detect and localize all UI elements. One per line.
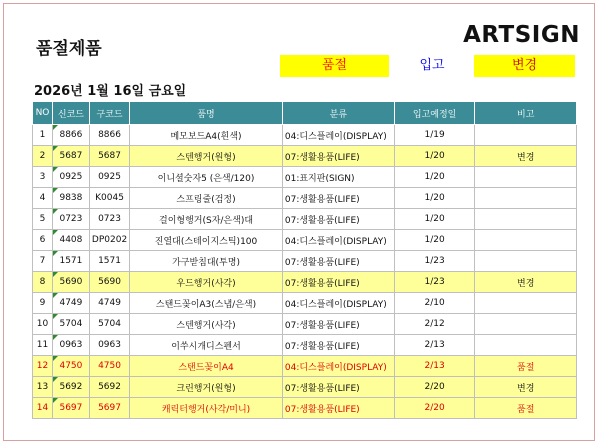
row-old-code: 4750 xyxy=(89,356,129,377)
header-note: 비고 xyxy=(475,102,577,125)
row-note: 변경 xyxy=(475,146,577,167)
row-expected-date: 2/20 xyxy=(394,377,475,398)
row-old-code: 5704 xyxy=(89,314,129,335)
row-no: 2 xyxy=(33,146,53,167)
row-expected-date: 2/13 xyxy=(394,335,475,356)
brand-logo: ARTSIGN xyxy=(463,22,580,48)
row-category: 07:생활용품(LIFE) xyxy=(282,377,394,398)
row-no: 3 xyxy=(33,167,53,188)
header-category: 분류 xyxy=(282,102,394,125)
header-no: NO xyxy=(33,102,53,125)
header-old-code: 구코드 xyxy=(89,102,129,125)
row-product-name: 크린행거(원형) xyxy=(130,377,283,398)
row-old-code: 4749 xyxy=(89,293,129,314)
row-category: 04:디스플레이(DISPLAY) xyxy=(282,293,394,314)
table-row[interactable] xyxy=(33,125,577,146)
row-note xyxy=(475,293,577,314)
row-old-code: 5687 xyxy=(89,146,129,167)
row-note xyxy=(475,188,577,209)
row-note: 품절 xyxy=(475,356,577,377)
row-no: 9 xyxy=(33,293,53,314)
row-expected-date: 1/23 xyxy=(394,251,475,272)
row-new-code: 4749 xyxy=(52,293,89,314)
row-category: 07:생활용품(LIFE) xyxy=(282,272,394,293)
row-old-code: K0045 xyxy=(89,188,129,209)
page-frame xyxy=(3,3,595,441)
row-expected-date: 1/20 xyxy=(394,230,475,251)
incoming-button[interactable]: 입고 xyxy=(419,58,445,73)
row-category: 04:디스플레이(DISPLAY) xyxy=(282,125,394,146)
row-note xyxy=(475,335,577,356)
row-product-name: 스텐행거(사각) xyxy=(130,314,283,335)
row-category: 01:표지판(SIGN) xyxy=(282,167,394,188)
row-no: 6 xyxy=(33,230,53,251)
row-product-name: 이쑤시개디스펜서 xyxy=(130,335,283,356)
table-header-row xyxy=(33,102,577,125)
row-category: 07:생활용품(LIFE) xyxy=(282,251,394,272)
table-row[interactable] xyxy=(33,146,577,167)
row-expected-date: 1/20 xyxy=(394,188,475,209)
row-product-name: 메모보드A4(흰색) xyxy=(130,125,283,146)
row-no: 1 xyxy=(33,125,53,146)
table-row[interactable] xyxy=(33,272,577,293)
row-new-code: 8866 xyxy=(52,125,89,146)
row-product-name: 우드행거(사각) xyxy=(130,272,283,293)
header-expected-date: 입고예정일 xyxy=(394,102,475,125)
row-no: 7 xyxy=(33,251,53,272)
row-new-code: 0723 xyxy=(52,209,89,230)
row-old-code: 8866 xyxy=(89,125,129,146)
row-no: 12 xyxy=(33,356,53,377)
row-category: 07:생활용품(LIFE) xyxy=(282,188,394,209)
row-new-code: 5697 xyxy=(52,398,89,419)
row-product-name: 스프링줄(검정) xyxy=(130,188,283,209)
row-old-code: 5697 xyxy=(89,398,129,419)
soldout-table xyxy=(32,101,577,419)
row-note xyxy=(475,167,577,188)
row-note xyxy=(475,125,577,146)
row-expected-date: 1/20 xyxy=(394,146,475,167)
table-row[interactable] xyxy=(33,251,577,272)
row-old-code: DP0202 xyxy=(89,230,129,251)
row-new-code: 1571 xyxy=(52,251,89,272)
soldout-button[interactable]: 품절 xyxy=(280,55,389,77)
table-row[interactable] xyxy=(33,188,577,209)
row-note: 변경 xyxy=(475,272,577,293)
row-new-code: 4750 xyxy=(52,356,89,377)
row-old-code: 0963 xyxy=(89,335,129,356)
row-new-code: 4408 xyxy=(52,230,89,251)
row-new-code: 0925 xyxy=(52,167,89,188)
table-row[interactable] xyxy=(33,398,577,419)
row-no: 4 xyxy=(33,188,53,209)
row-product-name: 진열대(스테이지스틱)100 xyxy=(130,230,283,251)
row-note xyxy=(475,209,577,230)
row-new-code: 5687 xyxy=(52,146,89,167)
row-new-code: 9838 xyxy=(52,188,89,209)
row-category: 07:생활용품(LIFE) xyxy=(282,398,394,419)
row-category: 04:디스플레이(DISPLAY) xyxy=(282,356,394,377)
row-note xyxy=(475,230,577,251)
table-row[interactable] xyxy=(33,314,577,335)
row-no: 8 xyxy=(33,272,53,293)
row-expected-date: 2/12 xyxy=(394,314,475,335)
row-new-code: 5692 xyxy=(52,377,89,398)
table-row[interactable] xyxy=(33,230,577,251)
row-expected-date: 1/19 xyxy=(394,125,475,146)
row-no: 14 xyxy=(33,398,53,419)
row-no: 10 xyxy=(33,314,53,335)
table-row[interactable] xyxy=(33,377,577,398)
row-product-name: 걸이형행거(S자/은색)대 xyxy=(130,209,283,230)
report-date: 2026년 1월 16일 금요일 xyxy=(34,84,187,99)
row-old-code: 5690 xyxy=(89,272,129,293)
row-product-name: 이니셜숫자5 (은색/120) xyxy=(130,167,283,188)
table-row[interactable] xyxy=(33,293,577,314)
row-product-name: 가구받침대(투명) xyxy=(130,251,283,272)
row-product-name: 스텐행거(원형) xyxy=(130,146,283,167)
table-row[interactable] xyxy=(33,335,577,356)
row-old-code: 1571 xyxy=(89,251,129,272)
table-row[interactable] xyxy=(33,356,577,377)
change-button[interactable]: 변경 xyxy=(474,55,575,77)
row-no: 5 xyxy=(33,209,53,230)
row-no: 11 xyxy=(33,335,53,356)
row-product-name: 스탠드꽂이A3(스냅/은색) xyxy=(130,293,283,314)
row-expected-date: 1/20 xyxy=(394,209,475,230)
header-new-code: 신코드 xyxy=(52,102,89,125)
row-expected-date: 1/20 xyxy=(394,167,475,188)
row-note xyxy=(475,251,577,272)
row-no: 13 xyxy=(33,377,53,398)
row-old-code: 0723 xyxy=(89,209,129,230)
header-product-name: 품명 xyxy=(130,102,283,125)
row-note xyxy=(475,314,577,335)
row-category: 07:생활용품(LIFE) xyxy=(282,314,394,335)
row-old-code: 0925 xyxy=(89,167,129,188)
row-expected-date: 2/13 xyxy=(394,356,475,377)
row-new-code: 5704 xyxy=(52,314,89,335)
row-new-code: 5690 xyxy=(52,272,89,293)
table-row[interactable] xyxy=(33,209,577,230)
row-old-code: 5692 xyxy=(89,377,129,398)
page-title: 품절제품 xyxy=(36,39,102,59)
row-category: 07:생활용품(LIFE) xyxy=(282,146,394,167)
row-category: 07:생활용품(LIFE) xyxy=(282,335,394,356)
row-expected-date: 1/23 xyxy=(394,272,475,293)
row-category: 07:생활용품(LIFE) xyxy=(282,209,394,230)
table-row[interactable] xyxy=(33,167,577,188)
row-note: 품절 xyxy=(475,398,577,419)
row-new-code: 0963 xyxy=(52,335,89,356)
row-product-name: 스탠드꽂이A4 xyxy=(130,356,283,377)
row-note: 변경 xyxy=(475,377,577,398)
row-product-name: 캐릭터행거(사각/미니) xyxy=(130,398,283,419)
row-category: 04:디스플레이(DISPLAY) xyxy=(282,230,394,251)
row-expected-date: 2/20 xyxy=(394,398,475,419)
row-expected-date: 2/10 xyxy=(394,293,475,314)
